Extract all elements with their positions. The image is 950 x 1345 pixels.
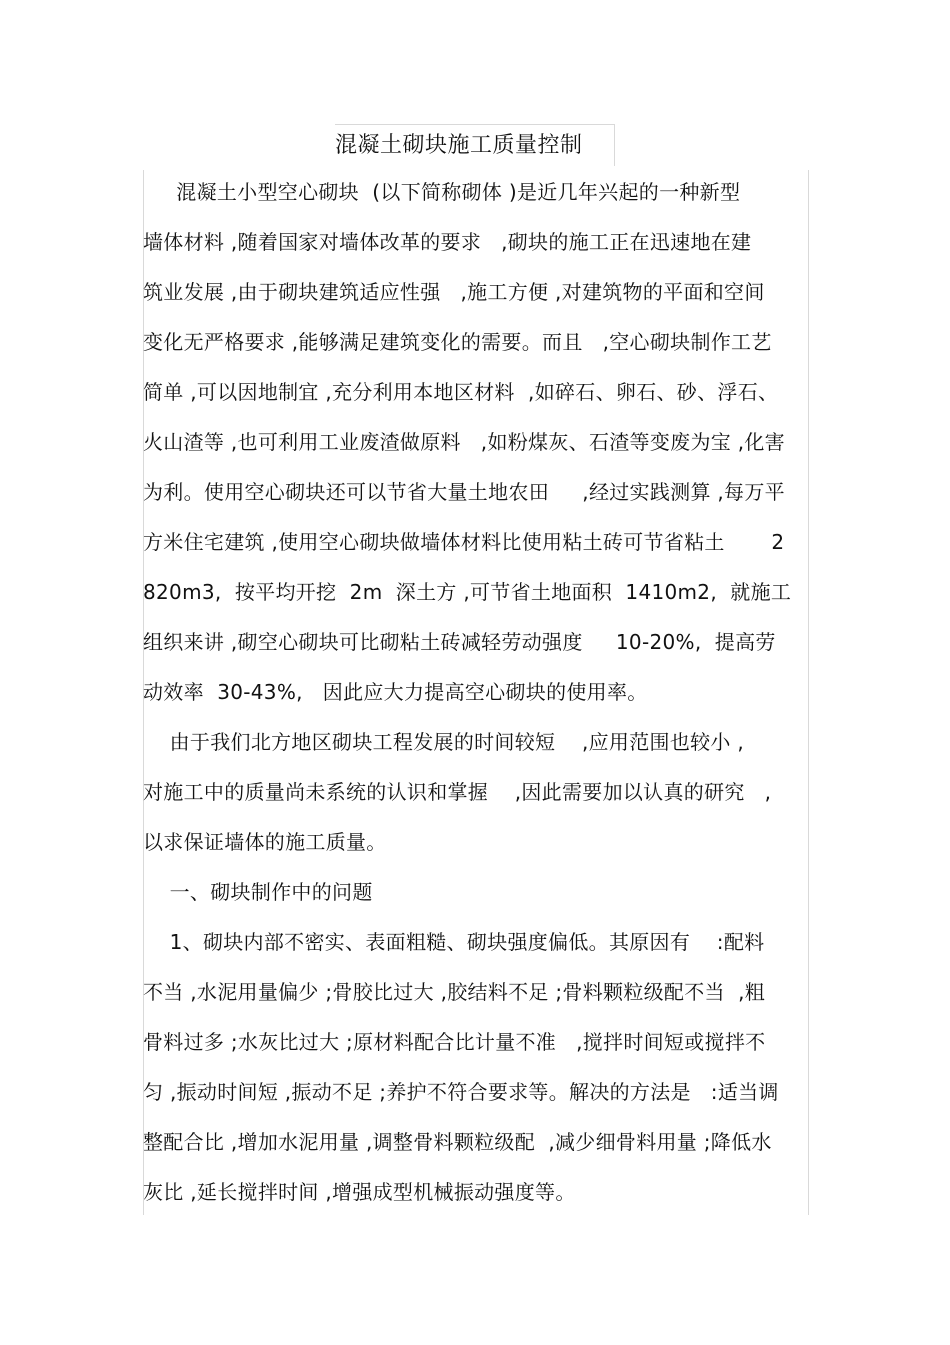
text-line: 筑业发展 ,由于砌块建筑适应性强 ,施工方便 ,对建筑物的平面和空间 bbox=[143, 280, 765, 304]
text-line: 匀 ,振动时间短 ,振动不足 ;养护不符合要求等。解决的方法是 :适当调 bbox=[143, 1080, 779, 1104]
text-line: 以求保证墙体的施工质量。 bbox=[143, 830, 387, 854]
text-line: 灰比 ,延长搅拌时间 ,增强成型机械振动强度等。 bbox=[143, 1180, 576, 1204]
text-line: 骨料过多 ;水灰比过大 ;原材料配合比计量不准 ,搅拌时间短或搅拌不 bbox=[143, 1030, 766, 1054]
text-line: 为利。使用空心砌块还可以节省大量土地农田 ,经过实践测算 ,每万平 bbox=[143, 480, 785, 504]
text-line: 1、砌块内部不密实、表面粗糙、砌块强度偏低。其原因有 :配料 bbox=[143, 930, 765, 954]
text-line: 墙体材料 ,随着国家对墙体改革的要求 ,砌块的施工正在迅速地在建 bbox=[143, 230, 752, 254]
document-title: 混凝土砌块施工质量控制 bbox=[335, 133, 583, 158]
text-line: 方米住宅建筑 ,使用空心砌块做墙体材料比使用粘土砖可节省粘土 2 bbox=[143, 530, 785, 554]
text-line: 820m3, 按平均开挖 2m 深土方 ,可节省土地面积 1410m2, 就施工 bbox=[143, 580, 792, 604]
text-line: 不当 ,水泥用量偏少 ;骨胶比过大 ,胶结料不足 ;骨料颗粒级配不当 ,粗 bbox=[143, 980, 766, 1004]
text-line: 整配合比 ,增加水泥用量 ,调整骨料颗粒级配 ,减少细骨料用量 ;降低水 bbox=[143, 1130, 772, 1154]
text-line: 变化无严格要求 ,能够满足建筑变化的需要。而且 ,空心砌块制作工艺 bbox=[143, 330, 772, 354]
text-line: 动效率 30-43%, 因此应大力提高空心砌块的使用率。 bbox=[143, 680, 648, 704]
text-line: 简单 ,可以因地制宜 ,充分利用本地区材料 ,如碎石、卵石、砂、浮石、 bbox=[143, 380, 779, 404]
text-line: 对施工中的质量尚未系统的认识和掌握 ,因此需要加以认真的研究 , bbox=[143, 780, 772, 804]
text-line: 火山渣等 ,也可利用工业废渣做原料 ,如粉煤灰、石渣等变废为宝 ,化害 bbox=[143, 430, 785, 454]
text-line: 混凝土小型空心砌块 (以下简称砌体 )是近几年兴起的一种新型 bbox=[143, 180, 741, 204]
text-line: 由于我们北方地区砌块工程发展的时间较短 ,应用范围也较小 , bbox=[143, 730, 745, 754]
text-line: 组织来讲 ,砌空心砌块可比砌粘土砖减轻劳动强度 10-20%, 提高劳 bbox=[143, 630, 776, 654]
section-heading: 一、砌块制作中的问题 bbox=[143, 880, 373, 904]
